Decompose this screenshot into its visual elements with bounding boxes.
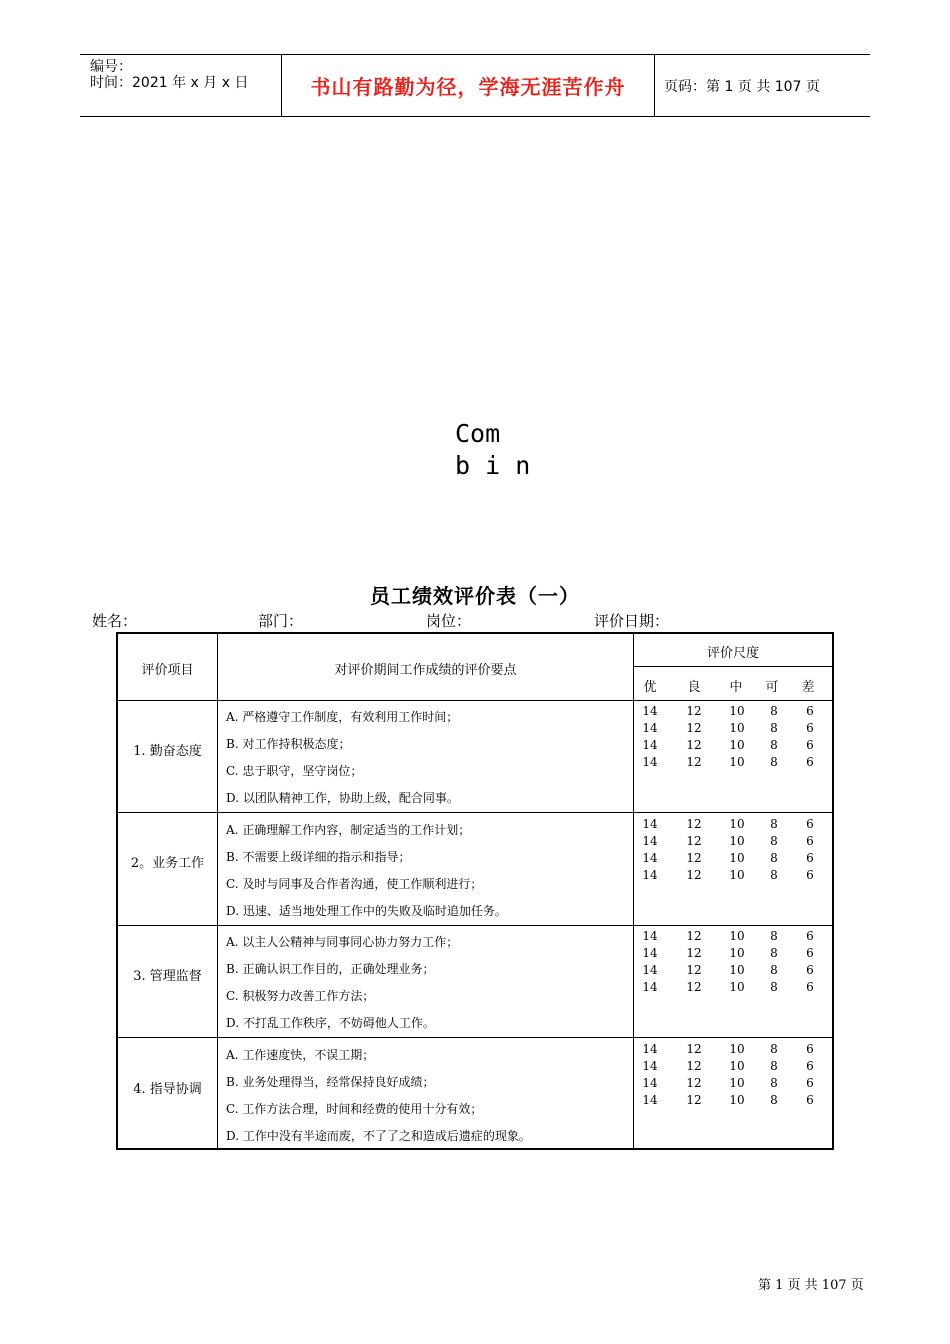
stray-text [455,418,531,482]
score-value: 6 [806,834,814,848]
score-value: 14 [642,738,658,752]
score-value: 10 [729,755,745,769]
score-value: 10 [729,738,745,752]
score-value: 14 [642,980,658,994]
date-field-label: 评价日期： [594,612,670,630]
scale-label-good: 良 [687,680,701,695]
score-value: 12 [686,721,702,735]
col-header-scale: 评价尺度 [706,646,759,661]
stray-text-line-2: b i n [455,451,531,480]
score-value: 10 [729,1093,745,1107]
score-value: 10 [729,834,745,848]
score-value: 8 [770,963,778,977]
col-header-item: 评价项目 [141,663,194,678]
grid-line [633,634,634,1148]
col-header-points: 对评价期间工作成绩的评价要点 [334,663,517,678]
score-value: 6 [806,1059,814,1073]
stray-text-line-1: Com [455,419,501,448]
score-value: 8 [770,851,778,865]
score-value: 8 [770,704,778,718]
page-header [80,54,870,117]
score-value: 6 [806,929,814,943]
score-value: 12 [686,817,702,831]
score-value: 10 [729,1076,745,1090]
score-value: 14 [642,963,658,977]
score-value: 6 [806,704,814,718]
score-value: 8 [770,1059,778,1073]
header-page-cell [655,55,870,116]
page-info: 页码：第 1 页 共 107 页 [664,78,820,95]
score-value: 12 [686,980,702,994]
score-value: 8 [770,946,778,960]
score-value: 10 [729,721,745,735]
score-value: 12 [686,946,702,960]
evaluation-point: D. 不打乱工作秩序，不妨碍他人工作。 [226,1016,435,1030]
score-value: 14 [642,929,658,943]
name-field-label: 姓名： [92,612,138,630]
row-item-label: 4. 指导协调 [133,1082,202,1097]
scale-label-excellent: 优 [643,680,657,695]
score-value: 12 [686,963,702,977]
evaluation-point: D. 以团队精神工作，协助上级，配合同事。 [226,791,459,805]
row-item-label: 2。业务工作 [130,856,205,871]
score-value: 8 [770,980,778,994]
score-value: 12 [686,868,702,882]
score-value: 6 [806,851,814,865]
evaluation-point: A. 以主人公精神与同事同心协力努力工作； [226,935,459,949]
evaluation-point: A. 正确理解工作内容，制定适当的工作计划； [226,823,471,837]
score-value: 6 [806,868,814,882]
score-value: 12 [686,851,702,865]
score-value: 12 [686,1042,702,1056]
evaluation-point: B. 对工作持积极态度； [226,737,351,751]
score-value: 8 [770,817,778,831]
score-value: 10 [729,980,745,994]
grid-line [118,812,832,813]
score-value: 8 [770,1042,778,1056]
score-value: 12 [686,738,702,752]
evaluation-point: C. 及时与同事及合作者沟通，使工作顺利进行； [226,877,483,891]
score-value: 6 [806,1093,814,1107]
score-value: 12 [686,929,702,943]
scale-label-poor: 差 [801,680,815,695]
score-value: 12 [686,755,702,769]
evaluation-point: C. 工作方法合理，时间和经费的使用十分有效； [226,1102,483,1116]
score-value: 10 [729,963,745,977]
score-value: 10 [729,929,745,943]
evaluation-point: B. 不需要上级详细的指示和指导； [226,850,411,864]
scale-label-average: 中 [729,680,743,695]
row-item-label: 1. 勤奋态度 [133,744,202,759]
score-value: 10 [729,1059,745,1073]
score-value: 8 [770,929,778,943]
score-value: 14 [642,1093,658,1107]
score-value: 10 [729,868,745,882]
score-value: 8 [770,721,778,735]
grid-line [118,925,832,926]
scale-label-fair: 可 [765,680,779,695]
score-value: 6 [806,721,814,735]
score-value: 10 [729,817,745,831]
score-value: 6 [806,738,814,752]
score-value: 14 [642,704,658,718]
score-value: 8 [770,1076,778,1090]
score-value: 10 [729,1042,745,1056]
motto: 书山有路勤为径，学海无涯苦作舟 [310,75,626,99]
score-value: 14 [642,868,658,882]
score-value: 12 [686,1059,702,1073]
time-label: 时间：2021 年 x 月 x 日 [90,75,249,91]
score-value: 6 [806,755,814,769]
evaluation-point: B. 正确认识工作目的，正确处理业务； [226,962,435,976]
score-value: 6 [806,1076,814,1090]
form-title: 员工绩效评价表（一） [370,584,580,608]
number-label: 编号： [90,59,132,75]
score-value: 14 [642,755,658,769]
score-value: 12 [686,704,702,718]
score-value: 6 [806,1042,814,1056]
score-value: 12 [686,1076,702,1090]
score-value: 10 [729,704,745,718]
score-value: 8 [770,755,778,769]
dept-field-label: 部门： [258,612,304,630]
score-value: 14 [642,721,658,735]
row-item-label: 3. 管理监督 [133,969,202,984]
evaluation-point: A. 严格遵守工作制度，有效利用工作时间； [226,710,459,724]
score-value: 12 [686,834,702,848]
page-footer: 第 1 页 共 107 页 [758,1278,864,1293]
evaluation-point: B. 业务处理得当，经常保持良好成绩； [226,1075,435,1089]
post-field-label: 岗位： [426,612,472,630]
score-value: 8 [770,1093,778,1107]
score-value: 12 [686,1093,702,1107]
score-value: 10 [729,851,745,865]
evaluation-table [116,632,834,1150]
score-value: 8 [770,868,778,882]
grid-line [217,634,218,1148]
score-value: 14 [642,834,658,848]
score-value: 6 [806,980,814,994]
evaluation-point: C. 积极努力改善工作方法； [226,989,375,1003]
grid-line [634,666,832,667]
evaluation-point: A. 工作速度快，不误工期； [226,1048,375,1062]
evaluation-point: C. 忠于职守，坚守岗位； [226,764,363,778]
score-value: 14 [642,946,658,960]
score-value: 14 [642,851,658,865]
evaluation-point: D. 工作中没有半途而废，不了了之和造成后遗症的现象。 [226,1129,531,1143]
score-value: 10 [729,946,745,960]
header-meta-cell [80,55,282,116]
score-value: 6 [806,946,814,960]
score-value: 14 [642,1059,658,1073]
evaluation-point: D. 迅速、适当地处理工作中的失败及临时追加任务。 [226,904,507,918]
score-value: 14 [642,1042,658,1056]
score-value: 6 [806,817,814,831]
score-value: 8 [770,834,778,848]
score-value: 8 [770,738,778,752]
grid-line [118,700,832,701]
header-motto-cell [282,55,655,116]
score-value: 6 [806,963,814,977]
grid-line [118,1037,832,1038]
score-value: 14 [642,817,658,831]
score-value: 14 [642,1076,658,1090]
